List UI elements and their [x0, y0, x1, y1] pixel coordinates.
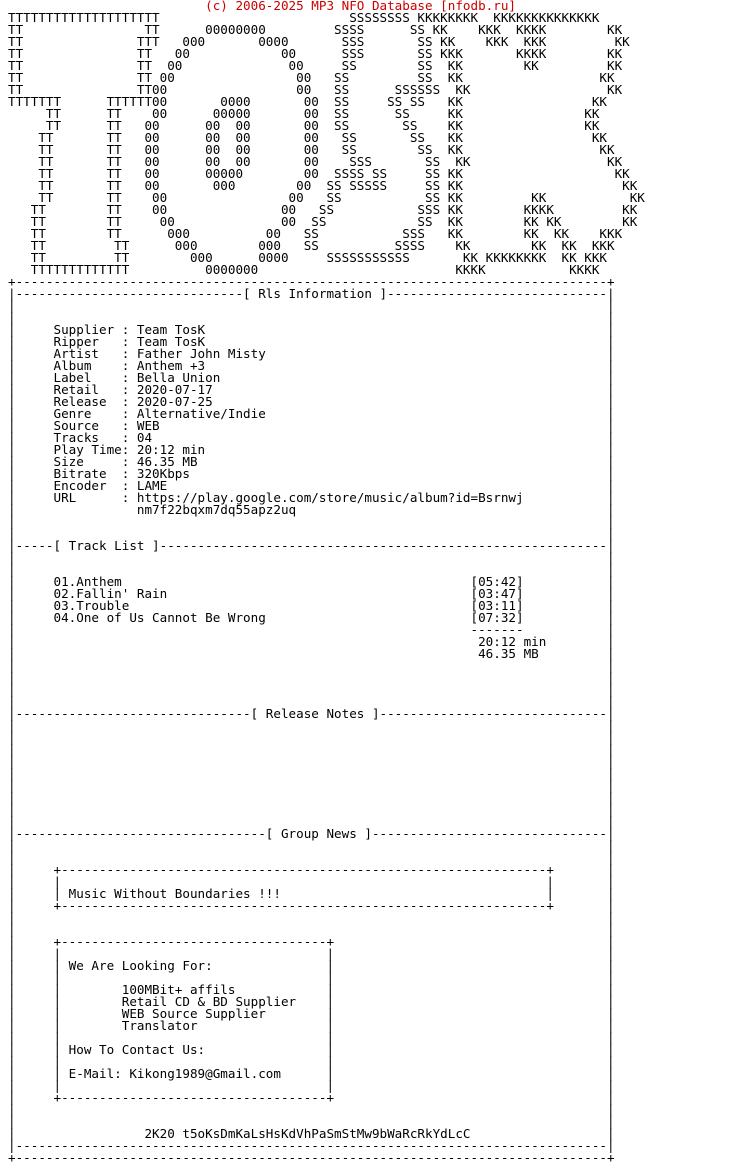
- nfo-line: | |: [8, 814, 615, 829]
- nfo-line: | |: [8, 766, 615, 781]
- nfo-line: TT TT 00 00 00 00 SSS SS KK KK: [8, 154, 623, 169]
- nfo-line: | |: [8, 682, 615, 697]
- nfo-line: | Size : 46.35 MB |: [8, 454, 615, 469]
- nfo-line: TT TT 00 00 SSS SS KKK KKKK KK: [8, 46, 623, 61]
- nfo-line: TT TT 00 00 SS SS KK KK: [8, 70, 615, 85]
- nfo-line: | | Retail CD & BD Supplier | |: [8, 994, 615, 1009]
- nfo-line: | |: [8, 562, 615, 577]
- nfo-line: | | WEB Source Supplier | |: [8, 1006, 615, 1021]
- nfo-line: | |: [8, 754, 615, 769]
- nfo-line: | |: [8, 802, 615, 817]
- nfo-line: |------------------------------------------------------------------------------|: [8, 1138, 615, 1153]
- nfo-line: | Tracks : 04 |: [8, 430, 615, 445]
- nfo-line: TTTTTTTTTTTTTTTTTTTT SSSSSSSS KKKKKKKK KKKKKKKKKKKKKK: [8, 10, 600, 25]
- nfo-line: TT TT 000 0000 SSSSSSSSSSS KK KKKKKKKK KK KKK: [8, 250, 607, 265]
- nfo-line: | 01.Anthem [05:42] |: [8, 574, 615, 589]
- nfo-line: | |: [8, 298, 615, 313]
- nfo-line: | |: [8, 550, 615, 565]
- nfo-line: +------------------------------------------------------------------------------+: [8, 274, 615, 289]
- nfo-line: |-------------------------------[ Release Notes ]------------------------------|: [8, 706, 615, 721]
- nfo-line: | 2K20 t5oKsDmKaLsHsKdVhPaSmStMw9bWaRcRkYdLcC |: [8, 1126, 615, 1141]
- nfo-line: TT TT 000 000 SS SSSS KK KK KK KKK: [8, 238, 615, 253]
- nfo-line: | | Translator | |: [8, 1018, 615, 1033]
- nfo-line: |-----[ Track List ]-----------------------------------------------------------|: [8, 538, 615, 553]
- nfo-line: | | We Are Looking For: | |: [8, 958, 615, 973]
- nfo-line: TT TT 00 00 00 00 SS SS KK KK: [8, 118, 600, 133]
- nfo-line: | | Music Without Boundaries !!! | |: [8, 886, 615, 901]
- nfo-line: TT TT 000 00 SS SSS KK KK KK KKK: [8, 226, 623, 241]
- nfo-line: TT TT 00 00 SS SSS KK KKKK KK: [8, 202, 638, 217]
- nfo-line: TT TT 00 00 SS SS KK KK KK KK: [8, 214, 638, 229]
- nfo-line: | +-----------------------------------+ |: [8, 1090, 615, 1105]
- nfo-line: | Ripper : Team TosK |: [8, 334, 615, 349]
- nfo-line: TT TT 00000000 SSSS SS KK KKK KKKK KK: [8, 22, 623, 37]
- nfo-line: TT TT 00 00000 00 SS SS KK KK: [8, 106, 600, 121]
- nfo-document: [8, 0, 645, 1164]
- nfo-line: | |: [8, 526, 615, 541]
- nfo-line: | 20:12 min |: [8, 634, 615, 649]
- nfo-line: | 04.One of Us Cannot Be Wrong [07:32] |: [8, 610, 615, 625]
- nfo-line: | |: [8, 514, 615, 529]
- nfo-line: | Label : Bella Union |: [8, 370, 615, 385]
- nfo-line: | | How To Contact Us: | |: [8, 1042, 615, 1057]
- nfo-line: TT TT 00 00000 00 SSSS SS SS KK KK: [8, 166, 630, 181]
- nfo-line: | Release : 2020-07-25 |: [8, 394, 615, 409]
- nfo-line: | | | |: [8, 1030, 615, 1045]
- nfo-line: | |: [8, 718, 615, 733]
- nfo-line: | | | |: [8, 970, 615, 985]
- nfo-line: TTTTTTTTTTTTT 0000000 KKKK KKKK: [8, 262, 600, 277]
- nfo-line: | Retail : 2020-07-17 |: [8, 382, 615, 397]
- nfo-line: | Play Time: 20:12 min |: [8, 442, 615, 457]
- nfo-line: | | | |: [8, 946, 615, 961]
- nfo-line: | Source : WEB |: [8, 418, 615, 433]
- nfo-line: | |: [8, 730, 615, 745]
- nfo-line: |------------------------------[ Rls Information ]-----------------------------|: [8, 286, 615, 301]
- nfo-line: | +----------------------------------------------------------------+ |: [8, 862, 615, 877]
- nfo-line: | |: [8, 790, 615, 805]
- nfo-line: | |: [8, 778, 615, 793]
- nfo-line: | |: [8, 670, 615, 685]
- nfo-line: | 46.35 MB |: [8, 646, 615, 661]
- nfo-line: | |: [8, 922, 615, 937]
- nfo-line: TT TT00 00 SS SSSSSS KK KK: [8, 82, 623, 97]
- nfo-line: | |: [8, 310, 615, 325]
- nfo-line: TT TT 00 00 SS SS KK KK KK: [8, 190, 645, 205]
- nfo-line: TT TT 00 00 00 00 SS SS KK KK: [8, 142, 615, 157]
- nfo-line: | |: [8, 910, 615, 925]
- nfo-line: |---------------------------------[ Group News ]-------------------------------|: [8, 826, 615, 841]
- nfo-body: [8, 12, 645, 1164]
- nfo-line: | 02.Fallin' Rain [03:47] |: [8, 586, 615, 601]
- nfo-line: | | | |: [8, 1078, 615, 1093]
- nfo-line: | 03.Trouble [03:11] |: [8, 598, 615, 613]
- nfo-line: | Artist : Father John Misty |: [8, 346, 615, 361]
- nfo-line: | |: [8, 1114, 615, 1129]
- nfo-line: TT TT 00 00 00 00 SS SS KK KK: [8, 130, 607, 145]
- nfo-line: | |: [8, 850, 615, 865]
- nfo-line: | Bitrate : 320Kbps |: [8, 466, 615, 481]
- nfo-line: | | E-Mail: Kikong1989@Gmail.com | |: [8, 1066, 615, 1081]
- nfo-line: | | 100MBit+ affils | |: [8, 982, 615, 997]
- nfo-line: | Encoder : LAME |: [8, 478, 615, 493]
- nfo-line: | | | |: [8, 874, 615, 889]
- nfo-line: TT TTT 000 0000 SSS SS KK KKK KKK KK: [8, 34, 630, 49]
- nfo-line: | |: [8, 742, 615, 757]
- nfo-line: +------------------------------------------------------------------------------+: [8, 1150, 615, 1165]
- nfo-line: | Album : Anthem +3 |: [8, 358, 615, 373]
- nfo-line: | +-----------------------------------+ |: [8, 934, 615, 949]
- nfo-line: | |: [8, 658, 615, 673]
- nfo-line: TTTTTTT TTTTTT00 0000 00 SS SS SS KK KK: [8, 94, 607, 109]
- nfo-line: TT TT 00 00 SS SS KK KK KK: [8, 58, 623, 73]
- nfo-line: | URL : https://play.google.com/store/music/album?id=Bsrnwj |: [8, 490, 615, 505]
- nfo-line: | |: [8, 694, 615, 709]
- nfo-line: | +----------------------------------------------------------------+ |: [8, 898, 615, 913]
- nfo-line: | nm7f22bqxm7dq55apz2uq |: [8, 502, 615, 517]
- nfo-line: | Genre : Alternative/Indie |: [8, 406, 615, 421]
- nfo-line: | |: [8, 1102, 615, 1117]
- nfo-line: | ------- |: [8, 622, 615, 637]
- nfo-line: | Supplier : Team TosK |: [8, 322, 615, 337]
- nfo-line: | |: [8, 838, 615, 853]
- copyright-header: (c) 2006-2025 MP3 NFO Database [nfodb.ru]: [8, 0, 516, 13]
- nfo-line: | | | |: [8, 1054, 615, 1069]
- nfo-line: TT TT 00 000 00 SS SSSSS SS KK KK: [8, 178, 638, 193]
